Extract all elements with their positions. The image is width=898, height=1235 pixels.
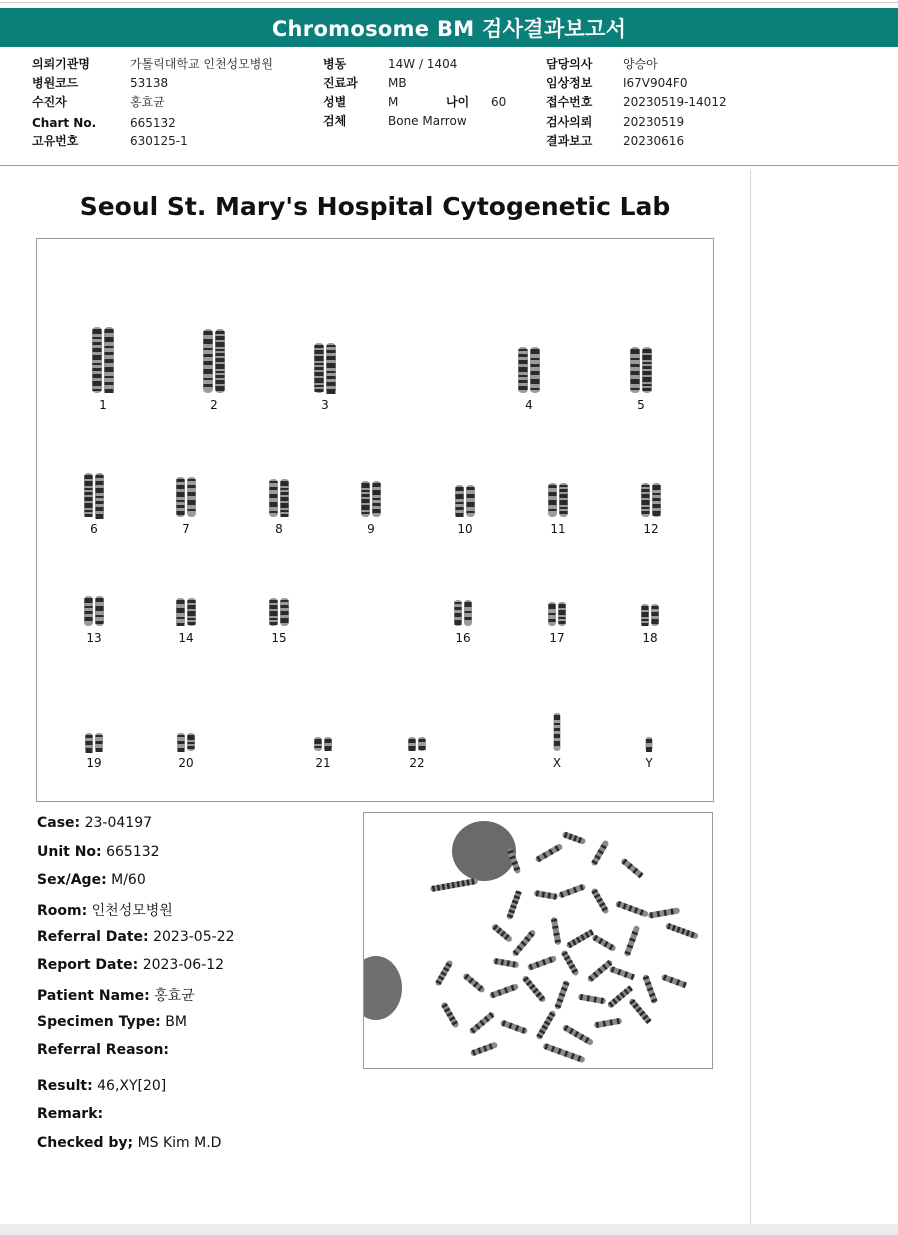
chromosome-19-b xyxy=(95,733,103,752)
chromosome-label-10: 10 xyxy=(457,522,473,536)
metaphase-chromosome xyxy=(661,974,687,989)
header-info xyxy=(0,47,898,165)
chromosome-22-b xyxy=(418,737,426,751)
chromosome-7-a xyxy=(176,477,185,517)
header-value-receipt-no: 20230519-14012 xyxy=(623,95,727,109)
header-value-hospital-code: 53138 xyxy=(130,76,169,90)
metaphase-chromosome xyxy=(554,980,570,1010)
chromosome-5-b xyxy=(642,347,652,393)
case-row-referral-reason: Referral Reason: xyxy=(37,1042,170,1058)
metaphase-chromosome xyxy=(558,883,586,898)
chromosome-8-b xyxy=(280,479,289,517)
chromosome-label-14: 14 xyxy=(178,631,194,645)
header-value-department: MB xyxy=(388,76,407,90)
metaphase-chromosome xyxy=(590,887,609,914)
chromosome-20-a xyxy=(177,733,185,752)
metaphase-chromosome xyxy=(462,972,486,993)
metaphase-chromosome xyxy=(535,843,564,863)
metaphase-chromosome xyxy=(470,1041,498,1056)
header-value-ward: 14W / 1404 xyxy=(388,57,458,71)
metaphase-chromosome xyxy=(594,1018,623,1029)
metaphase-chromosome xyxy=(551,917,562,946)
header-label-unique-no: 고유번호 xyxy=(32,134,79,148)
right-margin xyxy=(751,170,898,1224)
metaphase-chromosome xyxy=(560,949,579,976)
chromosome-21-b xyxy=(324,737,332,751)
metaphase-chromosome xyxy=(591,934,617,952)
chromosome-3-b xyxy=(326,343,336,394)
metaphase-chromosome xyxy=(590,839,609,866)
header-value-patient: 홍효균 xyxy=(130,95,165,109)
chromosome-15-b xyxy=(280,598,289,626)
metaphase-chromosome xyxy=(648,907,681,918)
header-value-clinical-info: I67V904F0 xyxy=(623,76,688,90)
case-row-result: Result: 46,XY[20] xyxy=(37,1078,167,1094)
case-row-report-date: Report Date: 2023-06-12 xyxy=(37,957,225,973)
case-row-remark: Remark: xyxy=(37,1106,104,1122)
chromosome-label-2: 2 xyxy=(210,398,218,412)
metaphase-chromosome xyxy=(535,1010,556,1041)
header-label-department: 진료과 xyxy=(323,76,358,90)
metaphase-chromosome xyxy=(587,959,614,983)
chromosome-17-a xyxy=(548,602,556,626)
chromosome-label-11: 11 xyxy=(550,522,566,536)
report-title: Chromosome BM 검사결과보고서 xyxy=(0,8,898,47)
chromosome-16-a xyxy=(454,600,462,626)
header-label-specimen: 검체 xyxy=(323,114,347,128)
chromosome-label-17: 17 xyxy=(549,631,565,645)
header-value-specimen: Bone Marrow xyxy=(388,114,467,128)
chromosome-1-b xyxy=(104,327,114,393)
chromosome-6-a xyxy=(84,473,93,517)
metaphase-chromosome xyxy=(434,959,453,986)
chromosome-16-b xyxy=(464,600,472,626)
header-value-unique-no: 630125-1 xyxy=(130,134,188,148)
case-row-sex-age: Sex/Age: M/60 xyxy=(37,872,146,888)
chromosome-22-a xyxy=(408,737,416,751)
chromosome-11-b xyxy=(559,483,568,517)
chromosome-label-Y: Y xyxy=(645,756,653,770)
metaphase-chromosome xyxy=(624,925,641,957)
metaphase-chromosome xyxy=(615,900,649,917)
metaphase-chromosome xyxy=(489,983,519,999)
header-label-hospital-code: 병원코드 xyxy=(32,76,79,90)
chromosome-2-b xyxy=(215,329,225,393)
chromosome-3-a xyxy=(314,343,324,393)
header-label-sex: 성별 xyxy=(323,95,347,109)
chromosome-label-1: 1 xyxy=(99,398,107,412)
chromosome-6-b xyxy=(95,473,104,519)
chromosome-12-b xyxy=(652,483,661,517)
metaphase-chromosome xyxy=(628,998,652,1025)
header-value-request-date: 20230519 xyxy=(623,115,685,129)
chromosome-label-16: 16 xyxy=(455,631,471,645)
header-label-report-date: 결과보고 xyxy=(546,134,593,148)
header-label-patient: 수진자 xyxy=(32,95,67,109)
chromosome-13-a xyxy=(84,596,93,626)
chromosome-10-b xyxy=(466,485,475,517)
metaphase-chromosome xyxy=(527,955,557,971)
chromosome-4-a xyxy=(518,347,528,393)
chromosome-label-7: 7 xyxy=(182,522,190,536)
karyogram-image xyxy=(37,239,713,801)
header-value-report-date: 20230616 xyxy=(623,134,685,148)
case-row-referral-date: Referral Date: 2023-05-22 xyxy=(37,929,235,945)
chromosome-label-21: 21 xyxy=(315,756,331,770)
chromosome-19-a xyxy=(85,733,93,753)
chromosome-label-6: 6 xyxy=(90,522,98,536)
chromosome-label-18: 18 xyxy=(642,631,658,645)
metaphase-chromosome xyxy=(578,994,607,1005)
chromosome-13-b xyxy=(95,596,104,626)
case-row-patient-name: Patient Name: 홍효균 xyxy=(37,988,195,1004)
chromosome-label-19: 19 xyxy=(86,756,102,770)
case-row-checked-by: Checked by; MS Kim M.D xyxy=(37,1135,222,1151)
header-label-receipt-no: 접수번호 xyxy=(546,95,593,109)
nucleus-top xyxy=(452,821,516,881)
chromosome-4-b xyxy=(530,347,540,393)
metaphase-chromosome xyxy=(506,890,522,920)
header-label-clinical-info: 임상정보 xyxy=(546,76,593,90)
metaphase-chromosome xyxy=(430,878,478,892)
metaphase-chromosome xyxy=(562,1024,594,1046)
chromosome-10-a xyxy=(455,485,464,517)
nucleus-left xyxy=(364,956,402,1020)
header-value-sex: M xyxy=(388,95,399,109)
top-rule xyxy=(0,2,898,3)
metaphase-chromosome xyxy=(534,890,559,900)
metaphase-chromosome xyxy=(440,1001,459,1028)
metaphase-chromosome xyxy=(469,1011,496,1035)
metaphase-chromosome xyxy=(566,929,595,949)
case-row-room: Room: 인천성모병원 xyxy=(37,903,173,919)
chromosome-label-20: 20 xyxy=(178,756,194,770)
chromosome-18-b xyxy=(651,604,659,626)
case-row-unit-no: Unit No: 665132 xyxy=(37,844,160,860)
chromosome-label-X: X xyxy=(552,756,562,770)
metaphase-chromosome xyxy=(491,923,513,943)
header-label-physician: 담당의사 xyxy=(546,57,593,71)
header-value-physician: 양승아 xyxy=(623,57,658,71)
chromosome-9-b xyxy=(372,481,381,517)
report-page xyxy=(0,170,751,1224)
header-label-request-date: 검사의뢰 xyxy=(546,115,593,129)
chromosome-label-3: 3 xyxy=(321,398,329,412)
header-rule xyxy=(0,165,898,166)
metaphase-chromosome xyxy=(642,974,658,1004)
metaphase-chromosome xyxy=(521,975,546,1003)
chromosome-14-b xyxy=(187,598,196,626)
metaphase-chromosome xyxy=(542,1043,585,1064)
chromosome-label-22: 22 xyxy=(409,756,425,770)
bottom-band xyxy=(0,1224,898,1235)
chromosome-18-a xyxy=(641,604,649,626)
case-row-specimen-type: Specimen Type: BM xyxy=(37,1014,187,1030)
header-label-chart-no: Chart No. xyxy=(32,116,97,130)
case-row-case: Case: 23-04197 xyxy=(37,815,153,831)
karyogram xyxy=(36,238,714,802)
header-label-ward: 병동 xyxy=(323,57,347,71)
chromosome-label-9: 9 xyxy=(367,522,375,536)
chromosome-label-13: 13 xyxy=(86,631,102,645)
metaphase-chromosome xyxy=(609,966,635,981)
metaphase-chromosome xyxy=(511,929,536,957)
chromosome-15-a xyxy=(269,598,278,626)
chromosome-17-b xyxy=(558,602,566,626)
chromosome-21-a xyxy=(314,737,322,751)
metaphase-chromosome xyxy=(500,1019,528,1034)
chromosome-5-a xyxy=(630,347,640,393)
metaphase-image xyxy=(363,812,713,1069)
chromosome-label-5: 5 xyxy=(637,398,645,412)
header-value-chart-no: 665132 xyxy=(130,116,176,130)
header-label-institution: 의뢰기관명 xyxy=(32,57,90,71)
metaphase-chromosome xyxy=(607,985,634,1009)
chromosome-Y xyxy=(646,737,653,752)
chromosome-2-a xyxy=(203,329,213,393)
chromosome-label-15: 15 xyxy=(271,631,287,645)
chromosome-8-a xyxy=(269,479,278,517)
header-label-age: 나이 xyxy=(446,95,470,109)
chromosome-label-8: 8 xyxy=(275,522,283,536)
chromosome-12-a xyxy=(641,483,650,517)
chromosome-20-b xyxy=(187,733,195,751)
chromosome-1-a xyxy=(92,327,102,393)
chromosome-X xyxy=(554,713,561,751)
chromosome-label-12: 12 xyxy=(643,522,659,536)
metaphase-chromosome xyxy=(493,958,520,968)
chromosome-14-a xyxy=(176,598,185,626)
metaphase-chromosome xyxy=(562,831,587,845)
header-value-institution: 가톨릭대학교 인천성모병원 xyxy=(130,57,273,71)
chromosome-9-a xyxy=(361,481,370,517)
chromosome-7-b xyxy=(187,477,196,517)
metaphase-spread xyxy=(364,813,712,1068)
header-value-age: 60 xyxy=(491,95,507,109)
chromosome-11-a xyxy=(548,483,557,517)
metaphase-chromosome xyxy=(620,857,644,878)
metaphase-chromosome xyxy=(665,922,699,939)
lab-title: Seoul St. Mary's Hospital Cytogenetic Lab xyxy=(79,192,671,221)
chromosome-label-4: 4 xyxy=(525,398,533,412)
